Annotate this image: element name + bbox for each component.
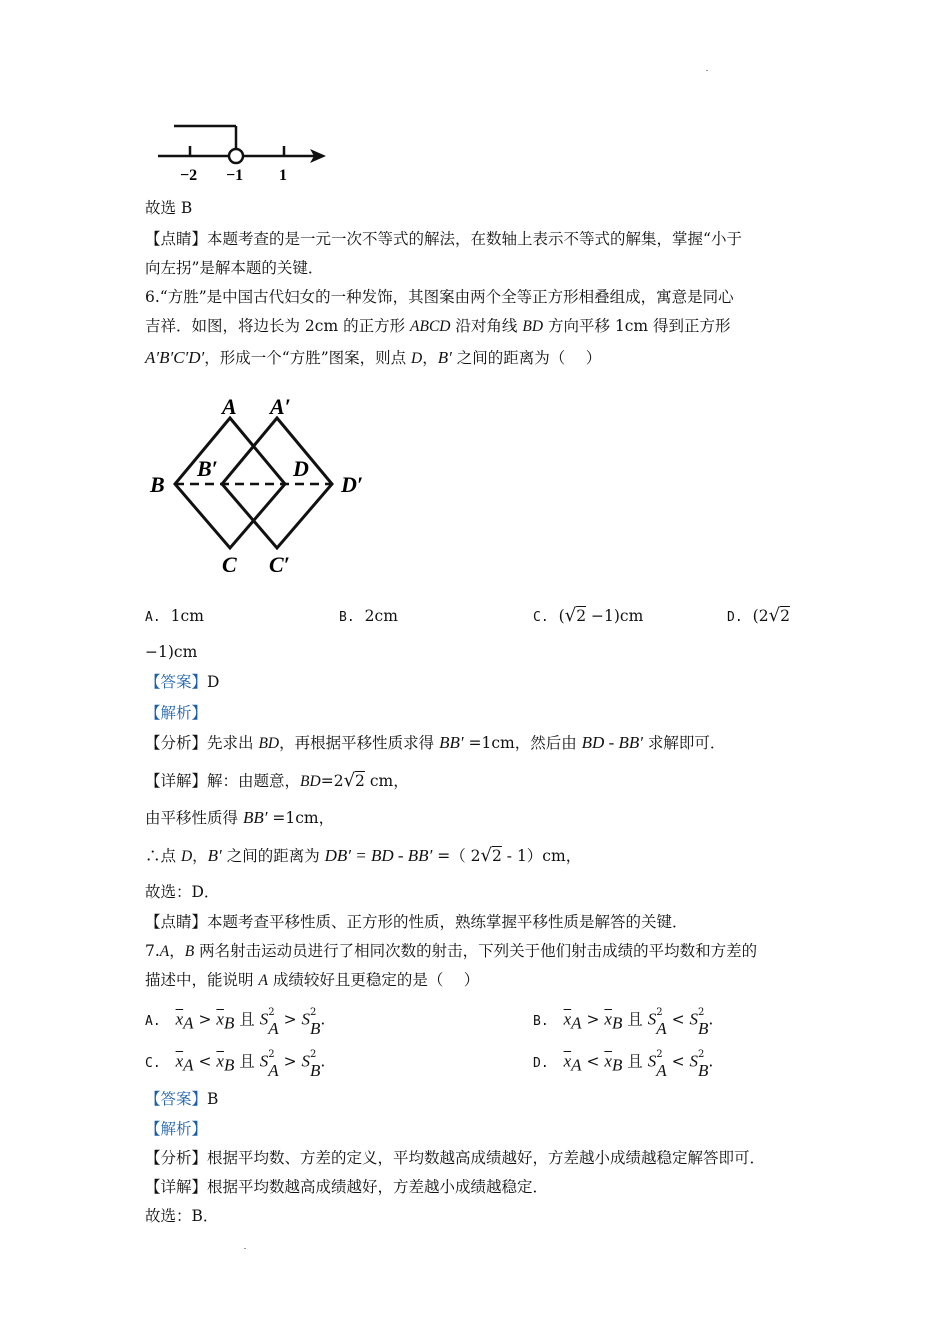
scan-dot <box>706 70 708 71</box>
q7-option-c: C. $\overline{x}_A < \overline{x}_B$ 且 $S^2$ $_A > S^2$ $_B$. <box>145 1049 326 1081</box>
q6-option-b: B. 2cm <box>339 607 398 625</box>
q5-comment-line1: 【点睛】本题考查的是一元一次不等式的解法，在数轴上表示不等式的解集，掌握“小于 <box>145 230 742 248</box>
number-line-figure <box>150 118 340 188</box>
q6-analysis-tag: 【解析】 <box>145 704 208 722</box>
q7-fenxi: 【分析】根据平均数、方差的定义，平均数越高成绩越好，方差越小成绩越稳定解答即可． <box>145 1149 766 1167</box>
q6-option-c: C. (√2 −1)cm <box>533 605 644 626</box>
q6-detail-3: ∴点 D，B′ 之间的距离为 DB′ = BD - BB′ =（ 2√2 - 1）cm， <box>145 845 582 866</box>
tick-label-neg2: −2 <box>180 167 198 184</box>
q5-choose: 故选 B <box>145 199 193 217</box>
label-B: B <box>150 472 165 497</box>
q6-answer: 【答案】D <box>145 673 220 691</box>
q5-comment-line2: 向左拐”是解本题的关键． <box>145 259 324 277</box>
label-A: A <box>222 394 237 419</box>
scan-dot <box>244 1248 246 1249</box>
sqrt-symbol: √ <box>564 605 577 626</box>
q7-stem-line2: 描述中，能说明 A 成绩较好且更稳定的是（ ） <box>145 971 480 989</box>
q7-option-b: B. $\overline{x}_A > \overline{x}_B$ 且 $S^2$ $_A < S^2$ $_B$. <box>533 1007 714 1039</box>
label-A-prime: A′ <box>270 394 291 419</box>
q7-option-a: A. $\overline{x}_A > \overline{x}_B$ 且 $S^2$ $_A > S^2$ $_B$. <box>145 1007 326 1039</box>
q6-detail-2: 由平移性质得 BB′ =1cm， <box>145 808 335 827</box>
label-C: C <box>222 552 237 577</box>
q6-stem-line1: 6.“方胜”是中国古代妇女的一种发饰，其图案由两个全等正方形相叠组成，寓意是同心 <box>145 288 734 306</box>
q7-analysis-tag: 【解析】 <box>145 1120 208 1138</box>
q6-option-d: D. (2√2 <box>727 605 790 626</box>
q7-detail: 【详解】根据平均数越高成绩越好，方差越小成绩越稳定． <box>145 1178 549 1196</box>
q6-option-d-cont: −1)cm <box>145 643 198 661</box>
q6-stem-line2: 吉祥．如图，将边长为 2cm 的正方形 ABCD 沿对角线 BD 方向平移 1cm 得到正方形 <box>145 317 731 335</box>
q6-fenxi: 【分析】先求出 BD，再根据平移性质求得 BB′ =1cm，然后由 BD - BB′ 求解即可． <box>145 733 726 752</box>
comment-tag: 【点睛】 <box>145 230 208 248</box>
q6-stem-line3: A′B′C′D′，形成一个“方胜”图案，则点 D，B′ 之间的距离为（ ） <box>145 348 602 367</box>
label-C-prime: C′ <box>269 552 290 577</box>
q6-choose: 故选：D． <box>145 883 220 901</box>
label-D-prime: D′ <box>341 472 364 497</box>
label-D: D <box>293 456 309 481</box>
q7-answer: 【答案】B <box>145 1090 219 1108</box>
q6-option-a: A. 1cm <box>145 607 204 625</box>
q7-choose: 故选：B． <box>145 1207 219 1225</box>
tick-label-1: 1 <box>279 167 287 184</box>
q7-stem-line1: 7.A，B 两名射击运动员进行了相同次数的射击，下列关于他们射击成绩的平均数和方差的 <box>145 942 758 960</box>
tick-label-neg1: −1 <box>226 167 244 184</box>
q6-comment: 【点睛】本题考查平移性质、正方形的性质，熟练掌握平移性质是解答的关键． <box>145 913 688 931</box>
label-B-prime: B′ <box>197 456 218 481</box>
q6-detail-1: 【详解】解：由题意，BD=2√2 cm， <box>145 770 409 791</box>
q7-option-d: D. $\overline{x}_A < \overline{x}_B$ 且 $S^2$ $_A < S^2$ $_B$. <box>533 1049 714 1081</box>
fangsheng-figure <box>145 388 385 583</box>
